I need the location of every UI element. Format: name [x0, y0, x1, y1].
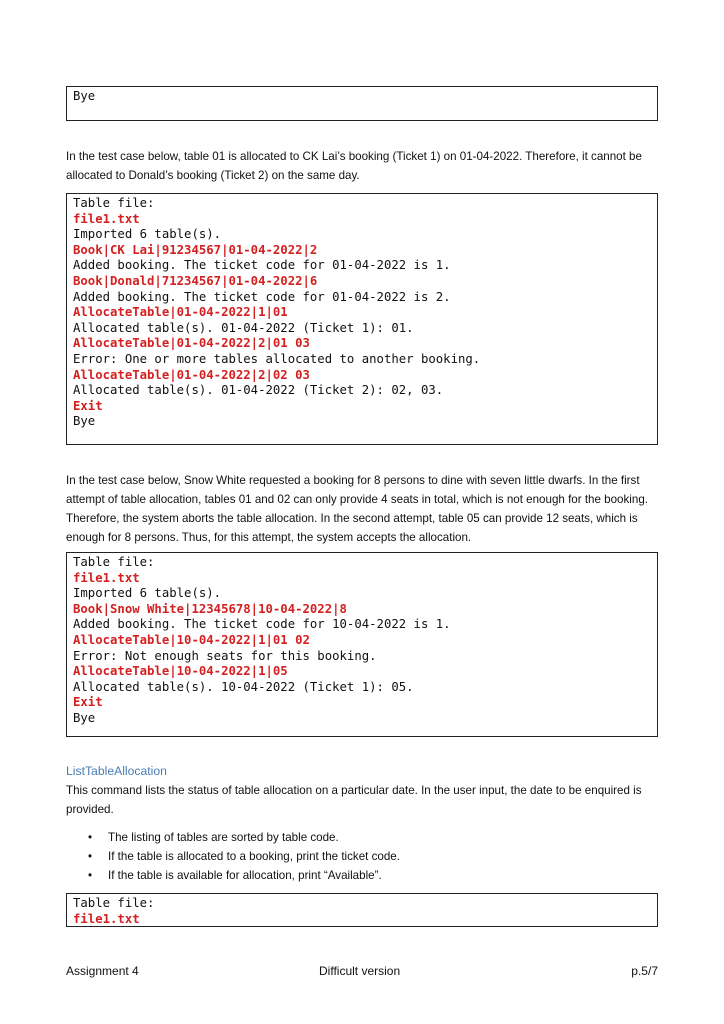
console-output-line: Table file: — [73, 196, 155, 210]
console-output-line: Added booking. The ticket code for 01-04-2022 is 2. — [73, 289, 451, 304]
console-output-line: Imported 6 table(s). — [73, 227, 222, 242]
console-output-box — [66, 193, 658, 445]
footer-center: Difficult version — [319, 964, 401, 978]
console-input-line: file1.txt — [73, 911, 140, 926]
console-input-line: Book|CK Lai|91234567|01-04-2022|2 — [73, 242, 318, 257]
console-output-line: Error: One or more tables allocated to another booking. — [73, 351, 481, 366]
section-heading: ListTableAllocation — [66, 764, 167, 778]
console-output-line: Added booking. The ticket code for 01-04-2022 is 1. — [73, 258, 451, 273]
console-output-line: Bye — [73, 414, 96, 429]
console-output-box — [66, 552, 658, 737]
console-output-box — [66, 86, 658, 121]
console-input-line: Exit — [73, 695, 103, 710]
console-input-line: Exit — [73, 398, 103, 413]
console-input-line: Book|Donald|71234567|01-04-2022|6 — [73, 273, 318, 288]
console-output-line: Table file: — [73, 896, 155, 910]
console-input-line: file1.txt — [73, 211, 140, 226]
bullet-text: If the table is available for allocation, print “Available”. — [108, 869, 382, 882]
bullet-dot-icon: • — [88, 869, 93, 882]
paragraph-list-allocation: This command lists the status of table allocation on a particular date. In the user input, the date to be enquired is provided. — [66, 784, 642, 816]
console-input-line: AllocateTable|01-04-2022|2|01 03 — [73, 336, 310, 351]
bullet-item — [88, 866, 400, 885]
console-output-line: Allocated table(s). 10-04-2022 (Ticket 1): 05. — [73, 679, 414, 694]
console-input-line: AllocateTable|10-04-2022|1|05 — [73, 664, 288, 679]
bullet-item — [88, 828, 400, 847]
console-input-line: AllocateTable|01-04-2022|2|02 03 — [73, 367, 310, 382]
console-output-line: Allocated table(s). 01-04-2022 (Ticket 2): 02, 03. — [73, 383, 444, 398]
console-input-line: Book|Snow White|12345678|10-04-2022|8 — [73, 601, 347, 616]
console-output-line: Table file: — [73, 555, 155, 569]
bullet-text: The listing of tables are sorted by table code. — [108, 831, 339, 844]
bullet-text: If the table is allocated to a booking, print the ticket code. — [108, 850, 400, 863]
console-output-line: Imported 6 table(s). — [73, 586, 222, 601]
console-output-line: Added booking. The ticket code for 10-04-2022 is 1. — [73, 617, 451, 632]
footer-right: p.5/7 — [631, 964, 658, 978]
bullet-item — [88, 847, 400, 866]
console-output-line: Allocated table(s). 01-04-2022 (Ticket 1): 01. — [73, 320, 414, 335]
console-input-line: AllocateTable|01-04-2022|1|01 — [73, 305, 288, 320]
console-output-line: Bye — [73, 710, 96, 725]
console-output-line: Bye — [73, 89, 96, 103]
console-input-line: file1.txt — [73, 570, 140, 585]
paragraph-snow-white: In the test case below, Snow White requested a booking for 8 persons to dine with seven little dwarfs. In the first attempt of table allocation, tables 01 and 02 can only provide 4 seats in total, which is not enough for the booking. Therefore, the system aborts the table allocation. In the second attempt, table 05 can provide 12 seats, which is enough for 8 persons. Thus, for this attempt, the system accepts the allocation. — [66, 474, 648, 544]
bullet-dot-icon: • — [88, 831, 93, 844]
paragraph-table-conflict: In the test case below, table 01 is allocated to CK Lai’s booking (Ticket 1) on 01-04-2022. Therefore, it cannot be allocated to Donald’s booking (Ticket 2) on the same day. — [66, 150, 642, 182]
console-output-box — [66, 893, 658, 927]
bullet-dot-icon: • — [88, 850, 93, 863]
bullet-list — [88, 828, 400, 885]
console-input-line: AllocateTable|10-04-2022|1|01 02 — [73, 632, 310, 647]
footer-left: Assignment 4 — [66, 964, 139, 978]
console-output-line: Error: Not enough seats for this booking. — [73, 648, 377, 663]
